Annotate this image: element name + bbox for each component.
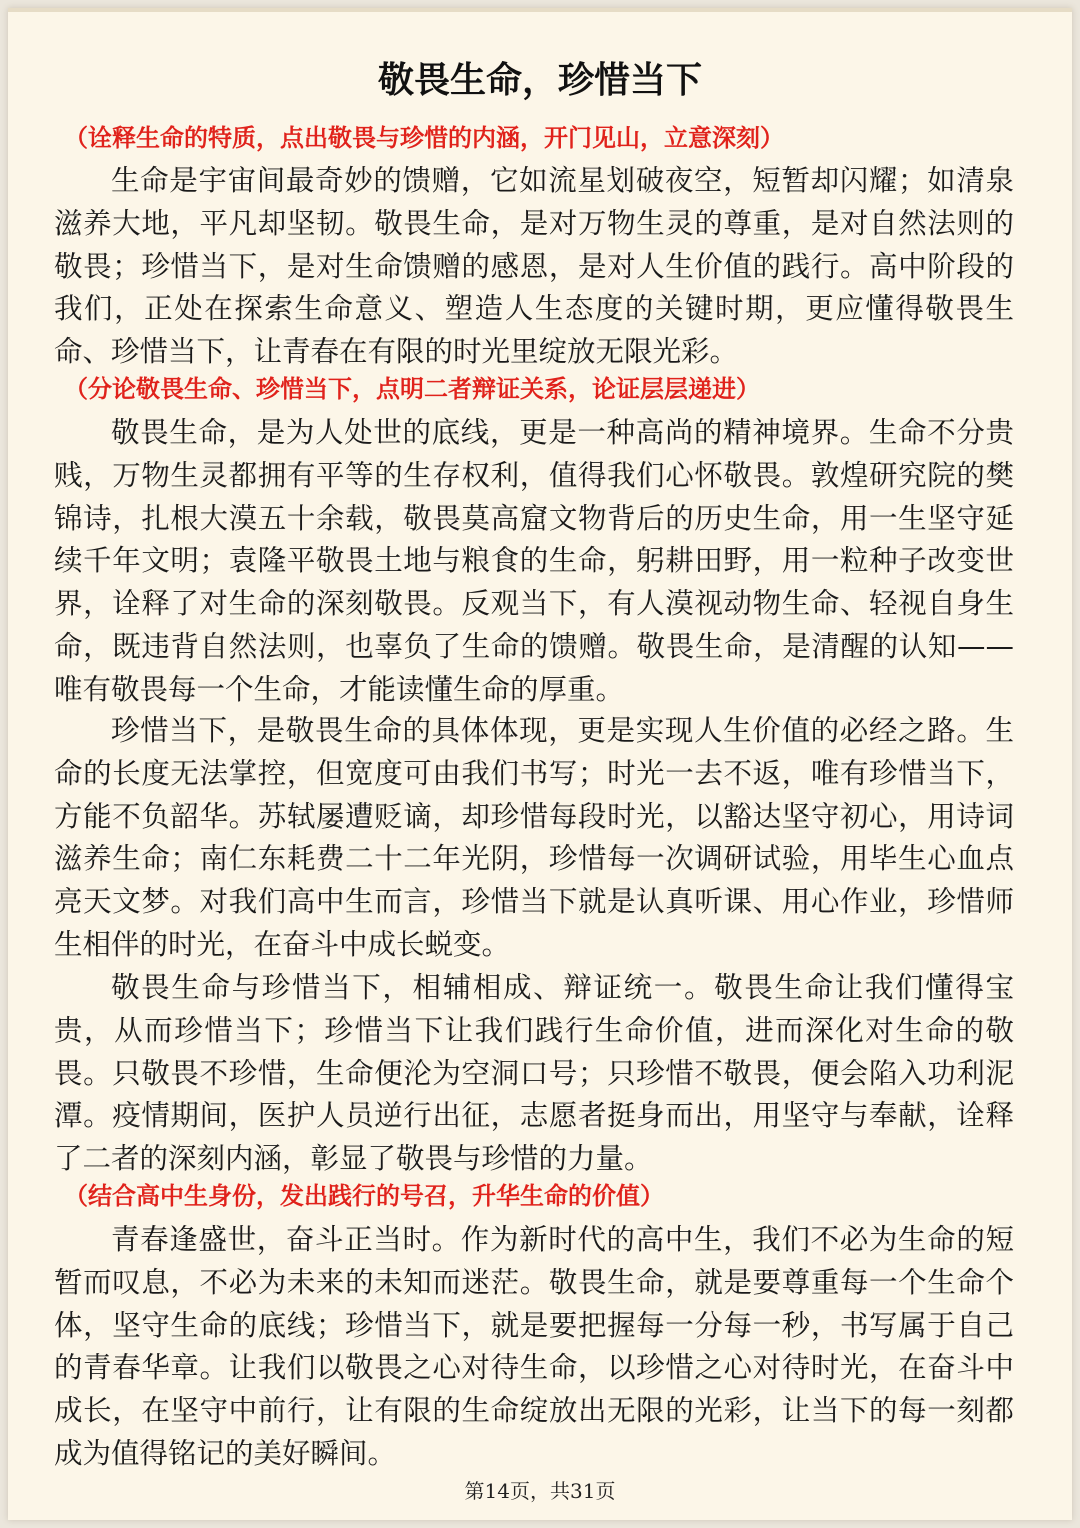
paragraph-reverence: 敬畏生命，是为人处世的底线，更是一种高尚的精神境界。生命不分贵贱，万物生灵都拥有平等的生存权利，值得我们心怀敬畏。敦煌研究院的樊锦诗，扎根大漠五十余载，敬畏莫高窟文物背后的历史生命，用一生坚守延续千年文明；袁隆平敬畏土地与粮食的生命，躬耕田野，用一粒种子改变世界，诠释了对生命的深刻敬畏。反观当下，有人漠视动物生命、轻视自身生命，既违背自然法则，也辜负了生命的馈赠。敬畏生命，是清醒的认知——唯有敬畏每一个生命，才能读懂生命的厚重。 [54,416,1014,706]
document-page [8,8,1072,1520]
paragraph-intro: 生命是宇宙间最奇妙的馈赠，它如流星划破夜空，短暂却闪耀；如清泉滋养大地，平凡却坚韧。敬畏生命，是对万物生灵的尊重，是对自然法则的敬畏；珍惜当下，是对生命馈赠的感恩，是对人生价值的践行。高中阶段的我们，正处在探索生命意义、塑造人生态度的关键时期，更应懂得敬畏生命、珍惜当下，让青春在有限的时光里绽放无限光彩。 [54,164,1014,369]
section-note-conclusion: （结合高中生身份，发出践行的号召，升华生命的价值） [64,1181,664,1210]
page-edge [8,8,1072,12]
page-title: 敬畏生命，珍惜当下 [377,60,702,101]
paragraph-conclusion: 青春逢盛世，奋斗正当时。作为新时代的高中生，我们不必为生命的短暂而叹息，不必为未来的未知而迷茫。敬畏生命，就是要尊重每一个生命个体，坚守生命的底线；珍惜当下，就是要把握每一分每一秒，书写属于自己的青春华章。让我们以敬畏之心对待生命，以珍惜之心对待时光，在奋斗中成长，在坚守中前行，让有限的生命绽放出无限的光彩，让当下的每一刻都成为值得铭记的美好瞬间。 [54,1223,1014,1470]
section-note-argument: （分论敬畏生命、珍惜当下，点明二者辩证关系，论证层层递进） [64,374,760,403]
paragraph-cherish: 珍惜当下，是敬畏生命的具体体现，更是实现人生价值的必经之路。生命的长度无法掌控，但宽度可由我们书写；时光一去不返，唯有珍惜当下，方能不负韶华。苏轼屡遭贬谪，却珍惜每段时光，以豁达坚守初心，用诗词滋养生命；南仁东耗费二十二年光阴，珍惜每一次调研试验，用毕生心血点亮天文梦。对我们高中生而言，珍惜当下就是认真听课、用心作业，珍惜师生相伴的时光，在奋斗中成长蜕变。 [54,714,1014,961]
section-note-intro: （诠释生命的特质，点出敬畏与珍惜的内涵，开门见山，立意深刻） [64,123,784,152]
paragraph-dialectic: 敬畏生命与珍惜当下，相辅相成、辩证统一。敬畏生命让我们懂得宝贵，从而珍惜当下；珍惜当下让我们践行生命价值，进而深化对生命的敬畏。只敬畏不珍惜，生命便沦为空洞口号；只珍惜不敬畏，便会陷入功利泥潭。疫情期间，医护人员逆行出征，志愿者挺身而出，用坚守与奉献，诠释了二者的深刻内涵，彰显了敬畏与珍惜的力量。 [54,971,1014,1176]
page-number: 第14页，共31页 [464,1479,616,1503]
